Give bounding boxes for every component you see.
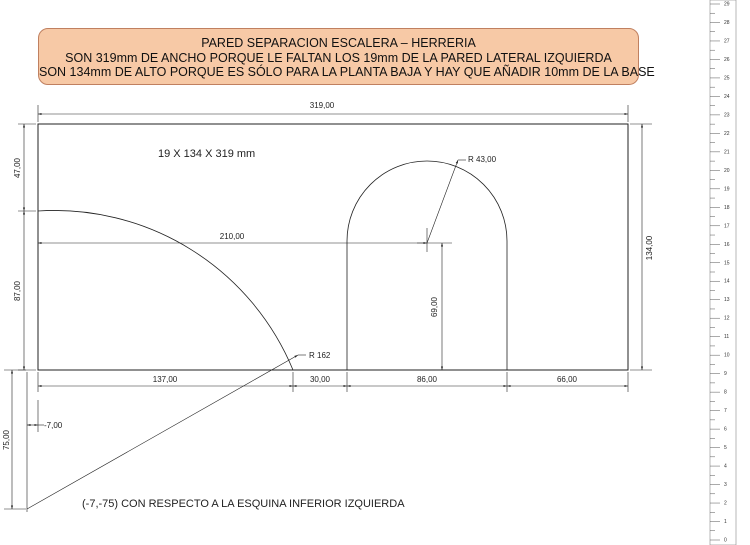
ruler-label: 26 [724,56,730,63]
ruler-label: 19 [724,186,730,193]
ruler-label: 1 [724,519,727,526]
ruler-label: 5 [724,445,727,452]
part-label: 19 X 134 X 319 mm [158,148,256,160]
leader-arch-radius [427,160,458,243]
header-line-3: SON 134mm DE ALTO PORQUE ES SÓLO PARA LA PLANTA BAJA Y HAY QUE AÑADIR 10mm DE LA BASE [39,65,655,79]
ruler-label: 27 [724,38,730,45]
ruler [710,0,736,545]
ruler-label: 21 [724,149,730,156]
dim-arch-leg-height: 69,00 [430,296,439,318]
dim-bottom-seg2: 30,00 [309,375,331,384]
ruler-label: 28 [724,19,730,26]
ruler-label: 2 [724,500,727,507]
dim-arch-offset: 210,00 [219,232,245,241]
header-line-2: SON 319mm DE ANCHO PORQUE LE FALTAN LOS 19mm DE LA PARED LATERAL IZQUIERDA [65,50,612,65]
ruler-label: 15 [724,260,730,267]
ruler-label: 24 [724,93,730,100]
ruler-label: 13 [724,297,730,304]
dim-bottom-seg1: 137,00 [152,375,178,384]
ruler-label: 23 [724,112,730,119]
arch-opening [347,161,507,370]
dim-overall-height: 134,00 [645,235,654,261]
dim-left-lower-height: 87,00 [13,280,22,302]
ruler-label: 16 [724,241,730,248]
ruler-label: 22 [724,130,730,137]
ruler-label: 29 [724,1,730,8]
ruler-label: 20 [724,167,730,174]
ruler-label: 8 [724,389,727,396]
dim-center-x-offset: -7,00 [44,421,63,430]
dim-top-left-height: 47,00 [13,157,22,179]
dim-center-y-offset: 75,00 [2,429,11,451]
ruler-label: 25 [724,75,730,82]
dim-bottom-seg3: 86,00 [416,375,438,384]
dim-overall-width: 319,00 [309,101,335,110]
ruler-label: 6 [724,426,727,433]
ruler-label: 10 [724,352,730,359]
ruler-label: 0 [724,537,727,544]
ruler-label: 18 [724,204,730,211]
ruler-label: 17 [724,223,730,230]
ruler-label: 4 [724,463,727,470]
ruler-label: 3 [724,482,727,489]
ruler-label: 14 [724,278,730,285]
dim-bottom-seg4: 66,00 [556,375,578,384]
header-line-1: PARED SEPARACION ESCALERA – HERRERIA [201,36,476,50]
large-arc [38,210,293,370]
dim-big-radius: R 162 [309,351,331,360]
ruler-label: 11 [724,334,730,341]
ruler-label: 9 [724,371,727,378]
ruler-label: 7 [724,408,727,415]
panel-outline [38,124,628,370]
footnote: (-7,-75) CON RESPECTO A LA ESQUINA INFERIOR IZQUIERDA [82,498,405,510]
ruler-label: 12 [724,315,730,322]
dim-arch-radius: R 43,00 [468,155,497,164]
